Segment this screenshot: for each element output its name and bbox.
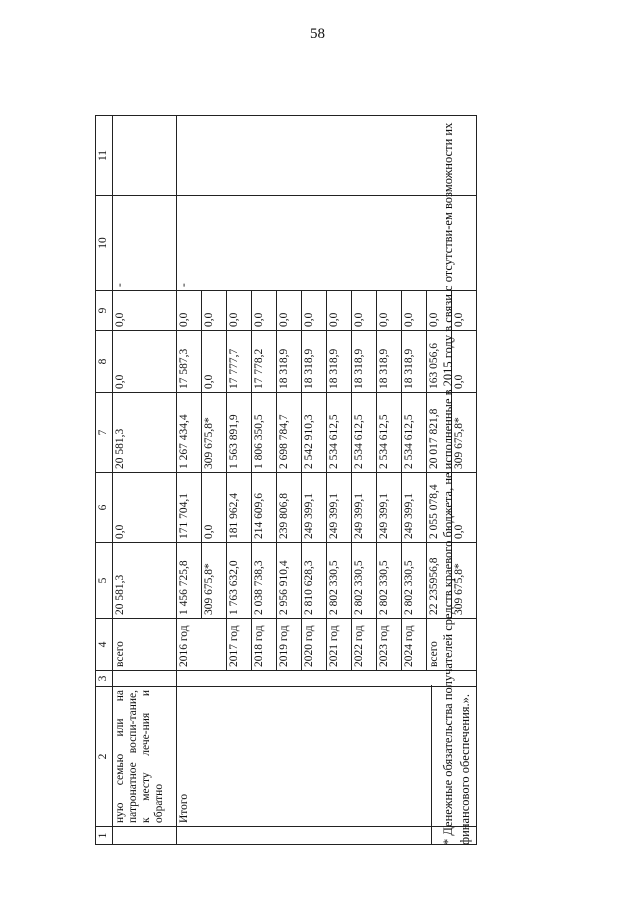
value-cell: 2 038 738,3 bbox=[252, 543, 277, 619]
table-row bbox=[177, 116, 202, 845]
value-cell: 0,0 bbox=[327, 291, 352, 331]
value-cell: 249 399,1 bbox=[327, 473, 352, 543]
value-cell: 1 456 725,8 bbox=[177, 543, 202, 619]
column-number: 7 bbox=[96, 393, 113, 473]
value-cell: 1 563 891,9 bbox=[227, 393, 252, 473]
value-cell: 309 675,8* bbox=[202, 543, 227, 619]
column-number: 10 bbox=[96, 196, 113, 291]
value-cell: 1 806 350,5 bbox=[252, 393, 277, 473]
value-cell: 1 763 632,0 bbox=[227, 543, 252, 619]
table-cell bbox=[113, 827, 177, 845]
period-cell: 2016 год bbox=[177, 619, 227, 671]
value-cell: 0,0 bbox=[377, 291, 402, 331]
value-cell: 239 806,8 bbox=[277, 473, 302, 543]
value-cell: 0,0 bbox=[452, 331, 477, 393]
value-cell: - bbox=[177, 196, 477, 291]
period-cell: 2018 год bbox=[252, 619, 277, 671]
value-cell: 0,0 bbox=[252, 291, 277, 331]
rotated-sheet bbox=[95, 65, 472, 845]
value-cell: 2 534 612,5 bbox=[402, 393, 427, 473]
page-number: 58 bbox=[310, 26, 325, 42]
value-cell: 2 534 612,5 bbox=[327, 393, 352, 473]
period-cell: 2020 год bbox=[302, 619, 327, 671]
value-cell: 0,0 bbox=[402, 291, 427, 331]
value-cell: 0,0 bbox=[277, 291, 302, 331]
value-cell: 0,0 bbox=[113, 473, 177, 543]
value-cell: 22 235956,8 bbox=[427, 543, 452, 619]
value-cell: 0,0 bbox=[113, 331, 177, 393]
value-cell: 18 318,9 bbox=[352, 331, 377, 393]
value-cell: 2 802 330,5 bbox=[327, 543, 352, 619]
period-cell: всего bbox=[113, 619, 177, 671]
value-cell: 18 318,9 bbox=[302, 331, 327, 393]
period-cell: 2019 год bbox=[277, 619, 302, 671]
value-cell: 1 267 434,4 bbox=[177, 393, 202, 473]
footnote-divider bbox=[431, 685, 432, 845]
column-number: 2 bbox=[96, 687, 113, 827]
value-cell: 0,0 bbox=[113, 291, 177, 331]
value-cell: 249 399,1 bbox=[352, 473, 377, 543]
value-cell: 0,0 bbox=[227, 291, 252, 331]
footnote-text: * Денежные обязательства получателей средств краевого бюджета, не исполненные в 2015 году в связи с отсутстви-ем возможности их финансового обеспечения.». bbox=[441, 122, 472, 845]
total-label: Итого bbox=[177, 687, 477, 827]
value-cell: 309 675,8* bbox=[452, 543, 477, 619]
budget-table bbox=[95, 115, 477, 845]
column-number: 3 bbox=[96, 671, 113, 687]
value-cell: 0,0 bbox=[352, 291, 377, 331]
table-cell bbox=[113, 116, 177, 196]
value-cell: 2 956 910,4 bbox=[277, 543, 302, 619]
column-number: 8 bbox=[96, 331, 113, 393]
value-cell: 18 318,9 bbox=[377, 331, 402, 393]
value-cell: 2 055 078,4 bbox=[427, 473, 452, 543]
value-cell: 18 318,9 bbox=[402, 331, 427, 393]
value-cell: 0,0 bbox=[202, 291, 227, 331]
value-cell: 309 675,8* bbox=[452, 393, 477, 473]
value-cell: 163 056,6 bbox=[427, 331, 452, 393]
column-number: 6 bbox=[96, 473, 113, 543]
period-cell: 2017 год bbox=[227, 619, 252, 671]
row-description: ную семью или на патронатное воспи-тание, к месту лече-ния и обратно bbox=[113, 687, 177, 827]
value-cell: 20 581,3 bbox=[113, 543, 177, 619]
value-cell: 0,0 bbox=[177, 291, 202, 331]
value-cell: 0,0 bbox=[202, 473, 227, 543]
value-cell: 181 962,4 bbox=[227, 473, 252, 543]
period-cell: 2021 год bbox=[327, 619, 352, 671]
value-cell: 17 587,3 bbox=[177, 331, 202, 393]
period-cell: всего bbox=[427, 619, 477, 671]
value-cell: 18 318,9 bbox=[277, 331, 302, 393]
value-cell: 249 399,1 bbox=[377, 473, 402, 543]
value-cell: 0,0 bbox=[302, 291, 327, 331]
value-cell: 17 778,2 bbox=[252, 331, 277, 393]
table-cell bbox=[113, 671, 177, 687]
footnote bbox=[431, 65, 474, 845]
value-cell: 17 777,7 bbox=[227, 331, 252, 393]
value-cell: 2 802 330,5 bbox=[402, 543, 427, 619]
value-cell: - bbox=[113, 196, 177, 291]
column-number-row bbox=[96, 116, 113, 845]
period-cell: 2023 год bbox=[377, 619, 402, 671]
value-cell: 2 698 784,7 bbox=[277, 393, 302, 473]
value-cell: 0,0 bbox=[452, 473, 477, 543]
period-cell: 2024 год bbox=[402, 619, 427, 671]
value-cell: 18 318,9 bbox=[327, 331, 352, 393]
value-cell: 249 399,1 bbox=[302, 473, 327, 543]
column-number: 1 bbox=[96, 827, 113, 845]
value-cell: 2 542 910,3 bbox=[302, 393, 327, 473]
value-cell: 249 399,1 bbox=[402, 473, 427, 543]
value-cell: 20 581,3 bbox=[113, 393, 177, 473]
table-row bbox=[113, 116, 177, 845]
value-cell: 2 810 628,3 bbox=[302, 543, 327, 619]
period-cell: 2022 год bbox=[352, 619, 377, 671]
column-number: 4 bbox=[96, 619, 113, 671]
value-cell: 0,0 bbox=[202, 331, 227, 393]
value-cell: 20 017 821,8 bbox=[427, 393, 452, 473]
value-cell: 214 609,6 bbox=[252, 473, 277, 543]
column-number: 9 bbox=[96, 291, 113, 331]
value-cell: 0,0 bbox=[452, 291, 477, 331]
value-cell: 2 534 612,5 bbox=[377, 393, 402, 473]
value-cell: 309 675,8* bbox=[202, 393, 227, 473]
value-cell: 171 704,1 bbox=[177, 473, 202, 543]
column-number: 11 bbox=[96, 116, 113, 196]
value-cell: 2 802 330,5 bbox=[352, 543, 377, 619]
value-cell: 2 802 330,5 bbox=[377, 543, 402, 619]
column-number: 5 bbox=[96, 543, 113, 619]
value-cell: 0,0 bbox=[427, 291, 452, 331]
value-cell: 2 534 612,5 bbox=[352, 393, 377, 473]
